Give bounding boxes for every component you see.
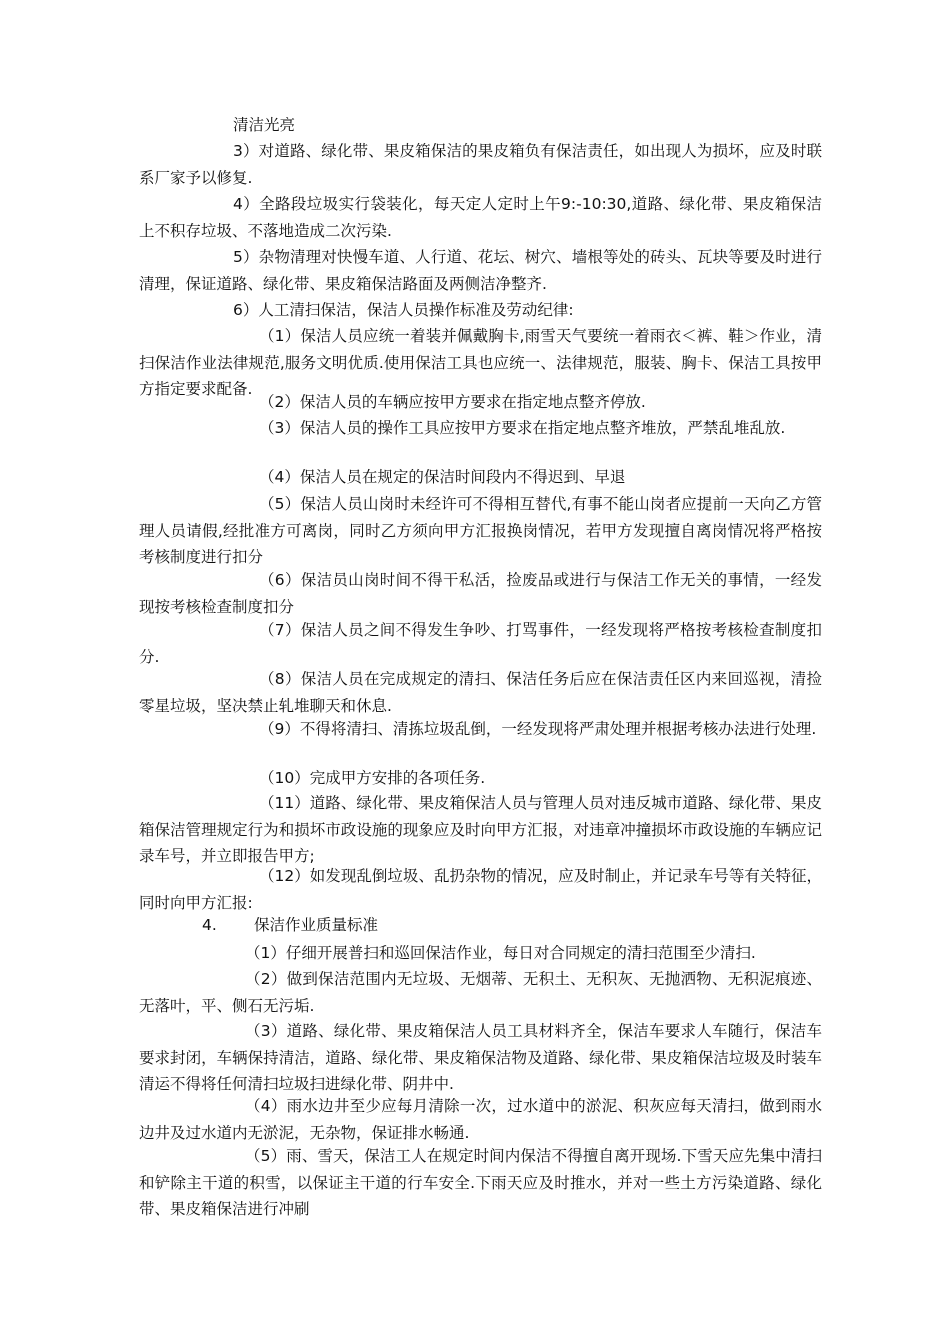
quality-item-3: （3）道路、绿化带、果皮箱保洁人员工具材料齐全，保洁车要求人车随行，保洁车要求封闭，车辆保持清洁，道路、绿化带、果皮箱保洁物及道路、绿化带、果皮箱保洁垃圾及时装车清运不得将任何清扫垃圾扫进绿化带、阴井中. (139, 1022, 822, 1093)
paragraph-sub-9: （9）不得将清扫、清拣垃圾乱倒，一经发现将严肃处理并根据考核办法进行处理. (259, 720, 817, 738)
paragraph-sub-6: （6）保洁员山岗时间不得干私活，捡废品或进行与保洁工作无关的事情，一经发现按考核检查制度扣分 (139, 571, 822, 616)
section-number: 4. (202, 916, 217, 934)
paragraph-clean-bright: 清洁光亮 (233, 116, 296, 134)
paragraph-sub-10: （10）完成甲方安排的各项任务. (259, 769, 486, 787)
section-heading (202, 912, 378, 939)
paragraph-sub-2: （2）保洁人员的车辆应按甲方要求在指定地点整齐停放. (259, 393, 646, 411)
paragraph-item-3: 3）对道路、绿化带、果皮箱保洁的果皮箱负有保洁责任，如出现人为损坏，应及时联系厂家予以修复. (139, 142, 822, 187)
paragraph-item-5: 5）杂物清理对快慢车道、人行道、花坛、树穴、墙根等处的砖头、瓦块等要及时进行清理，保证道路、绿化带、果皮箱保洁路面及两侧洁净整齐. (139, 248, 822, 293)
quality-item-5: （5）雨、雪天，保洁工人在规定时间内保洁不得擅自离开现场.下雪天应先集中清扫和铲除主干道的积雪，以保证主干道的行车安全.下雨天应及时推水，并对一些土方污染道路、绿化带、果皮箱保洁进行冲刷 (139, 1147, 822, 1218)
paragraph-sub-11: （11）道路、绿化带、果皮箱保洁人员与管理人员对违反城市道路、绿化带、果皮箱保洁管理规定行为和损坏市政设施的现象应及时向甲方汇报，对违章冲撞损坏市政设施的车辆应记录车号，并立即报告甲方; (139, 794, 822, 865)
paragraph-sub-12: （12）如发现乱倒垃圾、乱扔杂物的情况，应及时制止，并记录车号等有关特征，同时向甲方汇报: (139, 867, 822, 912)
paragraph-sub-3: （3）保洁人员的操作工具应按甲方要求在指定地点整齐堆放，严禁乱堆乱放. (259, 419, 786, 437)
paragraph-sub-4: （4）保洁人员在规定的保洁时间段内不得迟到、早退 (259, 468, 626, 486)
paragraph-sub-7: （7）保洁人员之间不得发生争吵、打骂事件，一经发现将严格按考核检查制度扣分. (139, 621, 822, 666)
paragraph-sub-8: （8）保洁人员在完成规定的清扫、保洁任务后应在保洁责任区内来回巡视，清捡零星垃圾，坚决禁止轧堆聊天和休息. (139, 670, 822, 715)
paragraph-sub-1: （1）保洁人员应统一着装并佩戴胸卡,雨雪天气要统一着雨衣＜裤、鞋＞作业，清扫保洁作业法律规范,服务文明优质.使用保洁工具也应统一、法律规范，服装、胸卡、保洁工具按甲方指定要求配备. (139, 327, 822, 398)
quality-item-4: （4）雨水边井至少应每月清除一次，过水道中的淤泥、积灰应每天清扫，做到雨水边井及过水道内无淤泥，无杂物，保证排水畅通. (139, 1097, 822, 1142)
paragraph-item-4: 4）全路段垃圾实行袋装化，每天定人定时上午9:-10:30,道路、绿化带、果皮箱保洁上不积存垃圾、不落地造成二次污染. (139, 195, 822, 240)
section-title: 保洁作业质量标准 (254, 916, 379, 934)
quality-item-1: （1）仔细开展普扫和巡回保洁作业，每日对合同规定的清扫范围至少清扫. (245, 944, 756, 962)
paragraph-sub-5: （5）保洁人员山岗时未经许可不得相互替代,有事不能山岗者应提前一天向乙方管理人员请假,经批准方可离岗，同时乙方须向甲方汇报换岗情况，若甲方发现擅自离岗情况将严格按考核制度进行扣分 (139, 495, 822, 566)
paragraph-item-6: 6）人工清扫保洁，保洁人员操作标准及劳动纪律: (233, 301, 574, 319)
quality-item-2: （2）做到保洁范围内无垃圾、无烟蒂、无积土、无积灰、无抛洒物、无积泥痕迹、无落叶，平、侧石无污垢. (139, 970, 822, 1015)
